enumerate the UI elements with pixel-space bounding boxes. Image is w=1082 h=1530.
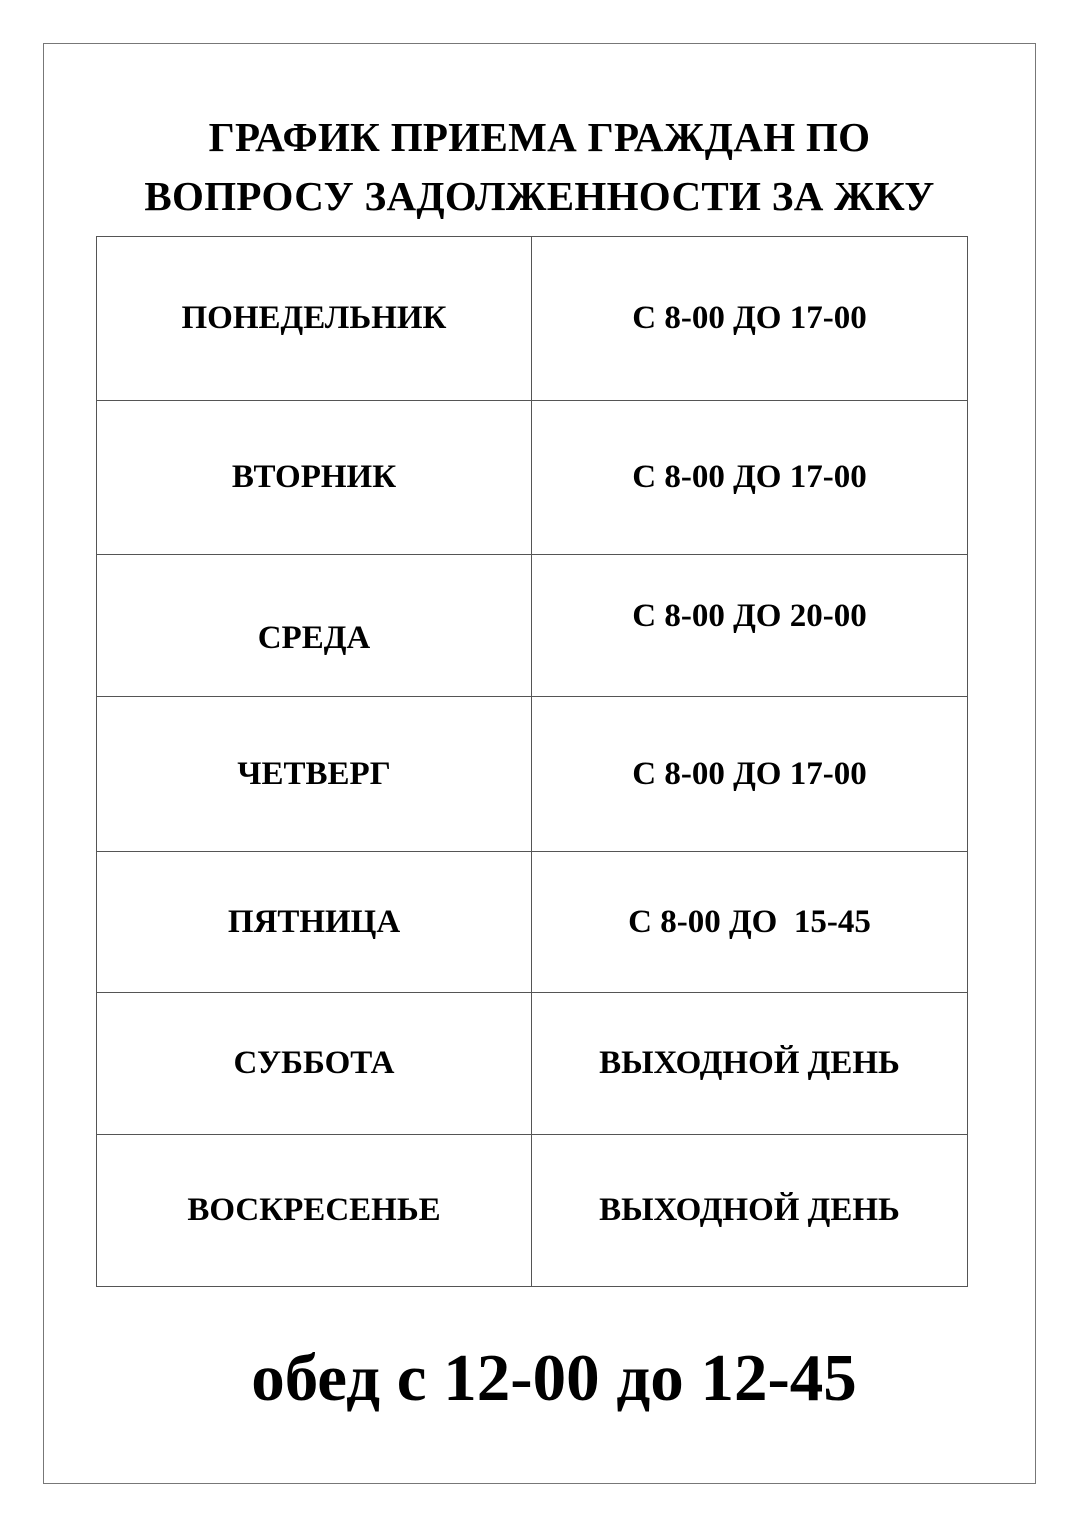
- day-cell: ПЯТНИЦА: [97, 852, 532, 993]
- day-cell: ВОСКРЕСЕНЬЕ: [97, 1135, 532, 1287]
- title-line-2: ВОПРОСУ ЗАДОЛЖЕННОСТИ ЗА ЖКУ: [144, 173, 935, 219]
- table-row: [97, 237, 968, 401]
- table-row: [97, 993, 968, 1135]
- table-row: [97, 852, 968, 993]
- day-cell: СРЕДА: [97, 555, 532, 697]
- hours-cell: С 8-00 ДО 20-00: [532, 555, 968, 697]
- lunch-break-note: обед с 12-00 до 12-45: [251, 1341, 857, 1415]
- day-cell: ПОНЕДЕЛЬНИК: [97, 237, 532, 401]
- table-row: [97, 1135, 968, 1287]
- day-cell: ВТОРНИК: [97, 401, 532, 555]
- page-title: [43, 108, 1036, 226]
- day-cell: ЧЕТВЕРГ: [97, 697, 532, 852]
- day-cell: СУББОТА: [97, 993, 532, 1135]
- table-row: [97, 697, 968, 852]
- hours-cell: С 8-00 ДО 15-45: [532, 852, 968, 993]
- schedule-table: [96, 236, 968, 1287]
- table-row: [97, 401, 968, 555]
- hours-cell: ВЫХОДНОЙ ДЕНЬ: [532, 993, 968, 1135]
- hours-cell: ВЫХОДНОЙ ДЕНЬ: [532, 1135, 968, 1287]
- hours-cell: С 8-00 ДО 17-00: [532, 237, 968, 401]
- title-line-1: ГРАФИК ПРИЕМА ГРАЖДАН ПО: [208, 114, 871, 160]
- hours-cell: С 8-00 ДО 17-00: [532, 697, 968, 852]
- table-row: [97, 555, 968, 697]
- hours-cell: С 8-00 ДО 17-00: [532, 401, 968, 555]
